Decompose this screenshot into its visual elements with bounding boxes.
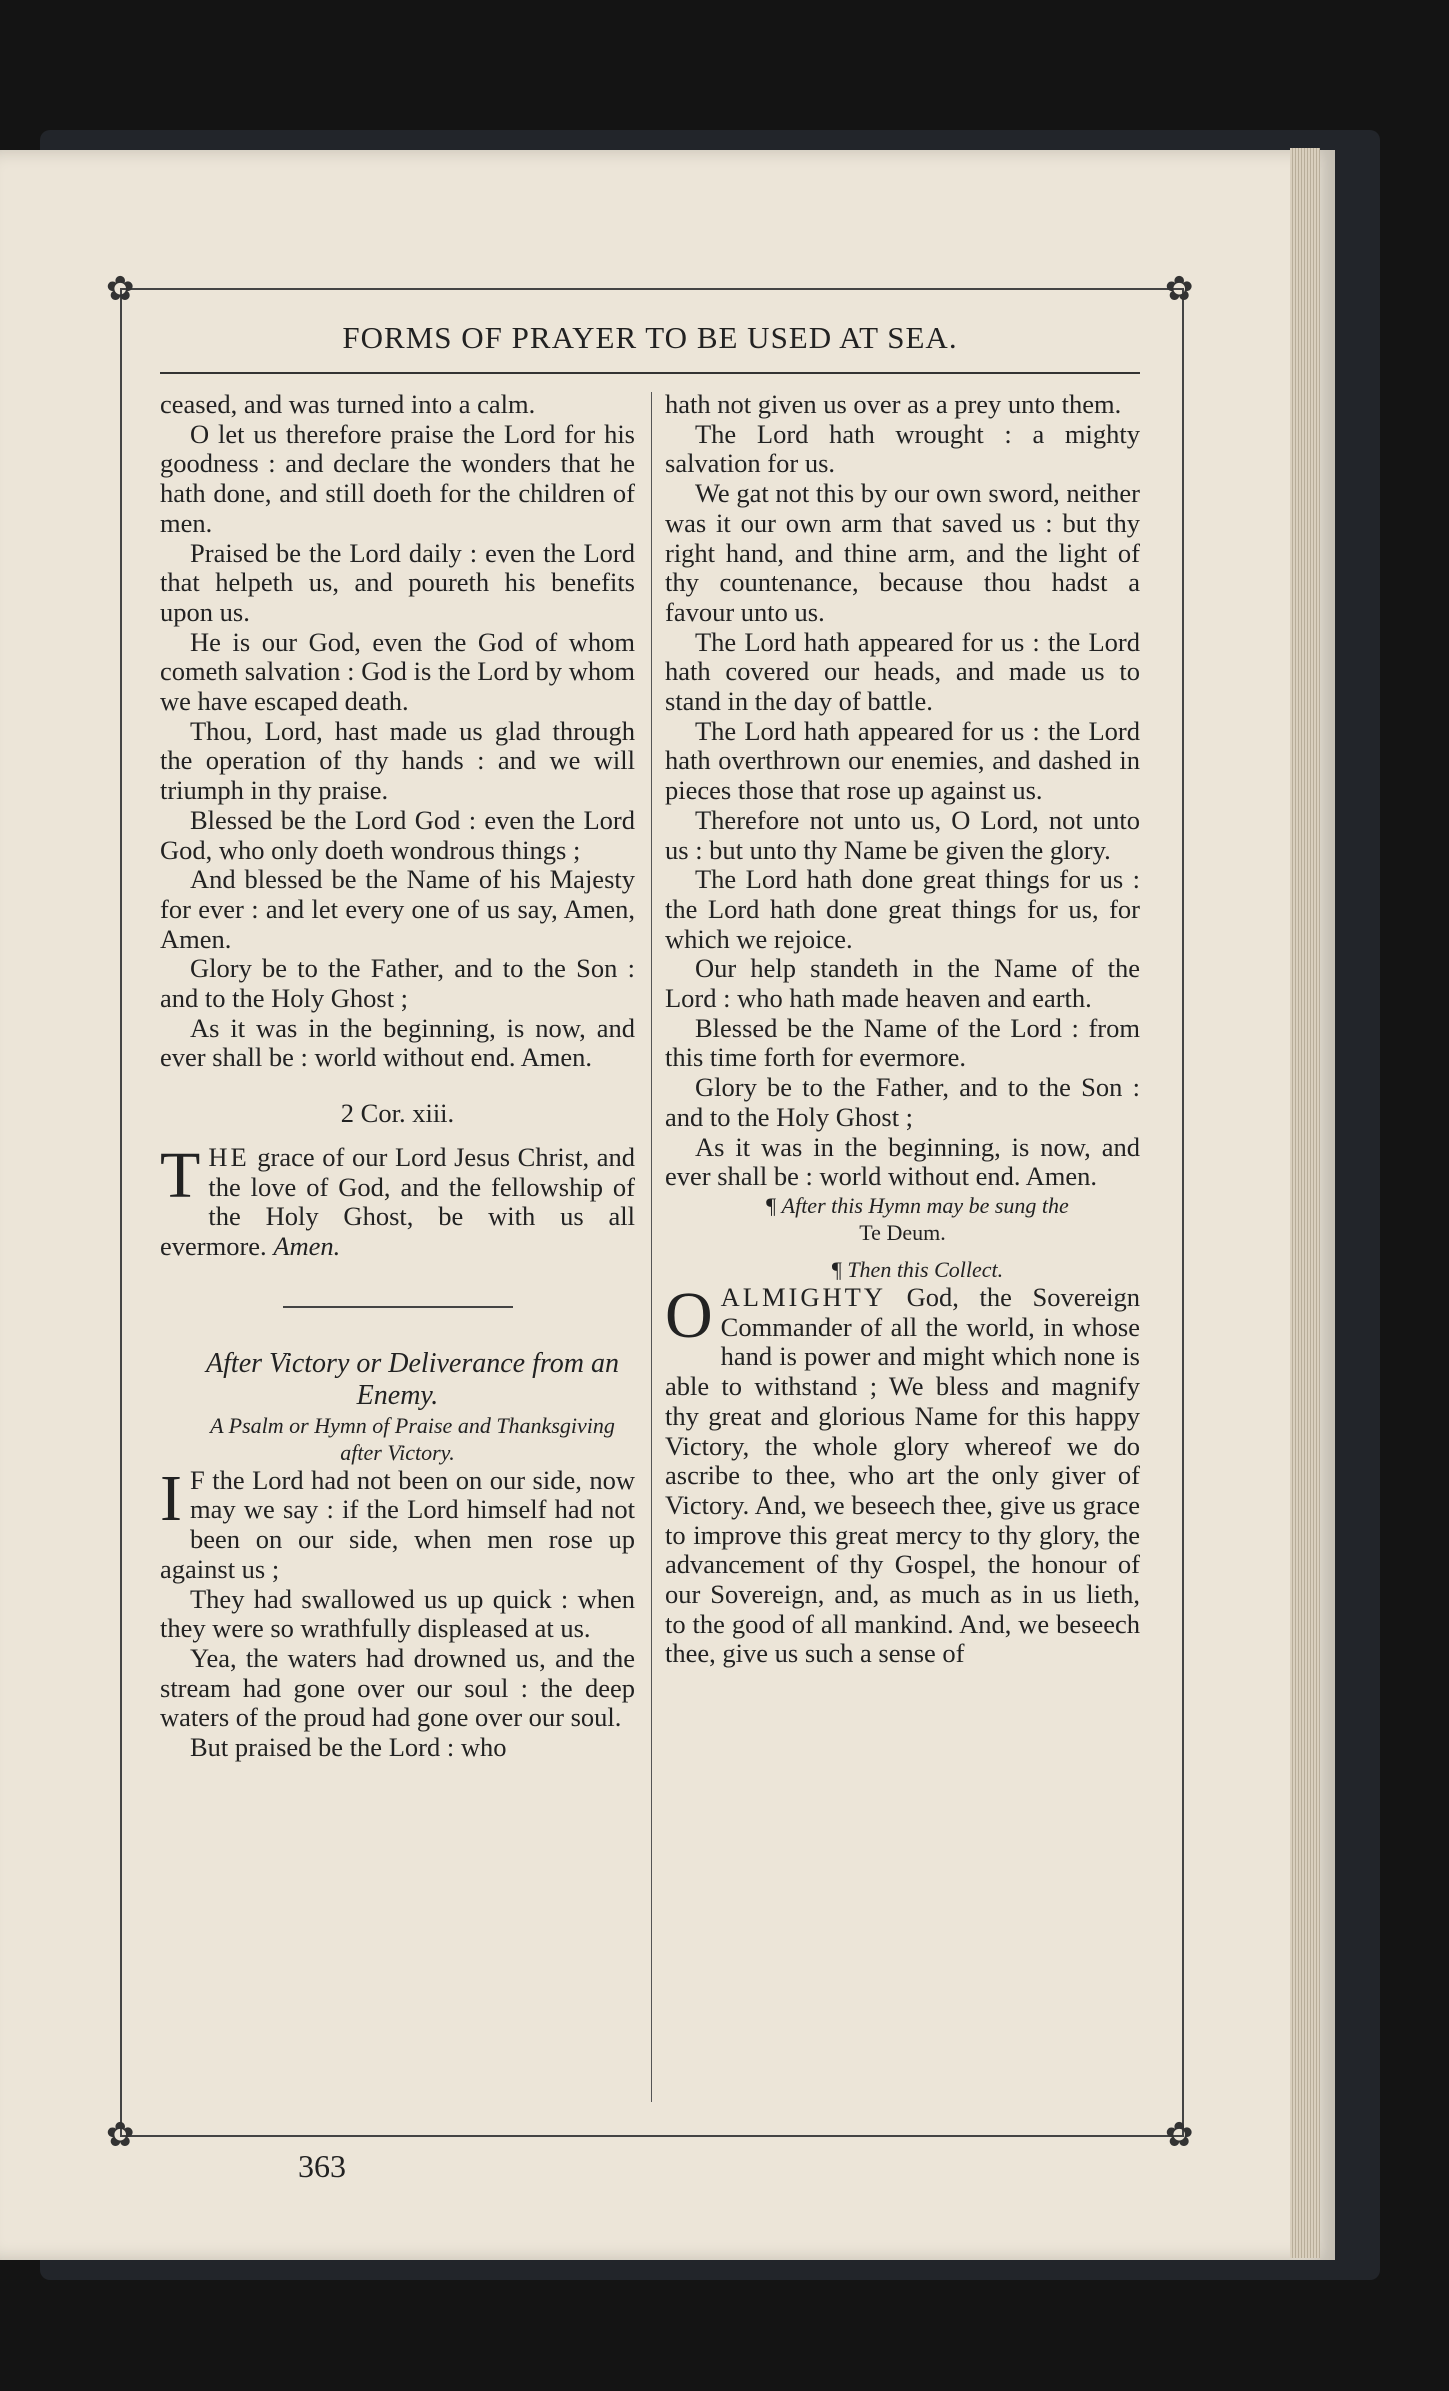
page-edges — [1290, 148, 1320, 2258]
paragraph: The Lord hath appeared for us : the Lord hath covered our heads, and made us to stand in the day of battle. — [665, 626, 1140, 717]
corner-ornament-icon: ✿ — [1165, 2115, 1194, 2155]
paragraph: Glory be to the Father, and to the Son : and to the Holy Ghost ; — [665, 1072, 1140, 1132]
column-divider — [651, 392, 652, 2102]
rubric-plain: Te Deum. — [859, 1219, 946, 1245]
paragraph: The Lord hath wrought : a mighty salvation for us. — [665, 418, 1140, 479]
paragraph: The Lord hath appeared for us : the Lord hath overthrown our enemies, and dashed in pieces those that rose up against us. — [665, 715, 1140, 806]
rubric-italic: Then this Collect. — [847, 1256, 1004, 1282]
amen-italic: Amen. — [273, 1230, 341, 1261]
paragraph: We gat not this by our own sword, neither was it our own arm that saved us : but thy right hand, and thine arm, and the light of thy countenance, because thou hadst a favour unto us. — [665, 478, 1140, 627]
corner-ornament-icon: ✿ — [106, 269, 135, 309]
pilcrow-icon: ¶ — [766, 1192, 777, 1218]
rubric-italic: After this Hymn may be sung the — [781, 1192, 1069, 1218]
paragraph: The Lord hath done great things for us : the Lord hath done great things for us, for which we rejoice. — [665, 864, 1140, 954]
paragraph: hath not given us over as a prey unto them. — [665, 389, 1122, 419]
paragraph: O let us therefore praise the Lord for his goodness : and declare the wonders that he hath done, and still doeth for the children of men. — [160, 418, 635, 538]
section-divider — [283, 1306, 513, 1308]
grace-paragraph — [160, 1138, 635, 1262]
drop-cap: O — [665, 1278, 713, 1352]
right-column — [665, 390, 1140, 1669]
section-heading: After Victory or Deliverance from an Enemy. — [206, 1347, 619, 1411]
rubric-hymn — [665, 1192, 1140, 1246]
drop-cap: I — [160, 1461, 182, 1535]
paragraph: As it was in the beginning, is now, and ever shall be : world without end. Amen. — [160, 1012, 635, 1073]
paragraph: ceased, and was turned into a calm. — [160, 389, 536, 419]
first-word: HE — [208, 1141, 250, 1172]
paragraph: Blessed be the Lord God : even the Lord God, who only doeth wondrous things ; — [160, 804, 635, 865]
paragraph: Yea, the waters had drowned us, and the stream had gone over our soul : the deep waters of the proud had gone over our soul. — [160, 1642, 635, 1733]
page-number: 363 — [298, 2148, 346, 2184]
paragraph: Therefore not unto us, O Lord, not unto us : but unto thy Name be given the glory. — [665, 804, 1140, 865]
header-rule — [160, 372, 1140, 374]
corner-ornament-icon: ✿ — [1165, 269, 1194, 309]
paragraph: He is our God, even the God of whom cometh salvation : God is the Lord by whom we have escaped death. — [160, 626, 635, 717]
paragraph: Praised be the Lord daily : even the Lord that helpeth us, and poureth his benefits upon us. — [160, 537, 635, 627]
paragraph: Glory be to the Father, and to the Son : and to the Holy Ghost ; — [160, 953, 635, 1014]
drop-cap: T — [160, 1138, 201, 1212]
scripture-reference: 2 Cor. xiii. — [340, 1098, 455, 1129]
paragraph: Thou, Lord, hast made us glad through the operation of thy hands : and we will triumph in thy praise. — [160, 715, 635, 806]
paragraph: And blessed be the Name of his Majesty for ever : and let every one of us say, Amen, Amen. — [160, 864, 635, 954]
corner-ornament-icon: ✿ — [106, 2115, 135, 2155]
first-word: ALMIGHTY — [720, 1281, 886, 1312]
pilcrow-icon: ¶ — [831, 1256, 842, 1282]
paragraph: They had swallowed us up quick : when they were so wrathfully displeased at us. — [160, 1583, 635, 1644]
psalm-subheading: A Psalm or Hymn of Praise and Thanksgiving after Victory. — [210, 1412, 615, 1465]
grace-text: grace of our Lord Jesus Christ, and the love of God, and the fellowship of the Holy Ghost, be with us all evermore. — [160, 1141, 635, 1261]
psalm-first-text: F the Lord had not been on our side, now may we say : if the Lord himself had not been on our side, when men rose up against us ; — [160, 1464, 635, 1584]
paragraph: Blessed be the Name of the Lord : from this time forth for evermore. — [665, 1012, 1140, 1073]
collect-paragraph — [665, 1278, 1140, 1669]
paragraph: But praised be the Lord : who — [190, 1732, 507, 1763]
running-header: FORMS OF PRAYER TO BE USED AT SEA. — [342, 320, 958, 355]
psalm-first-paragraph — [160, 1461, 635, 1585]
collect-text: God, the Sovereign Commander of all the world, in whose hand is power and might which none is able to withstand ; We bless and magnify thy great and glorious Name for this happy Victory, the whole glory whereof we do ascribe to thee, who art the only giver of Victory. And, we beseech thee, give us grace to improve this great mercy to thy glory, the advancement of thy Gospel, the honour of our Sovereign, and, as much as in us lieth, to the good of all mankind. And, we beseech thee, give us such a sense of — [665, 1281, 1140, 1669]
rubric-collect — [665, 1256, 1140, 1283]
paragraph: As it was in the beginning, is now, and ever shall be : world without end. Amen. — [665, 1131, 1140, 1192]
left-column — [160, 390, 635, 1763]
paragraph: Our help standeth in the Name of the Lord : who hath made heaven and earth. — [665, 953, 1140, 1014]
